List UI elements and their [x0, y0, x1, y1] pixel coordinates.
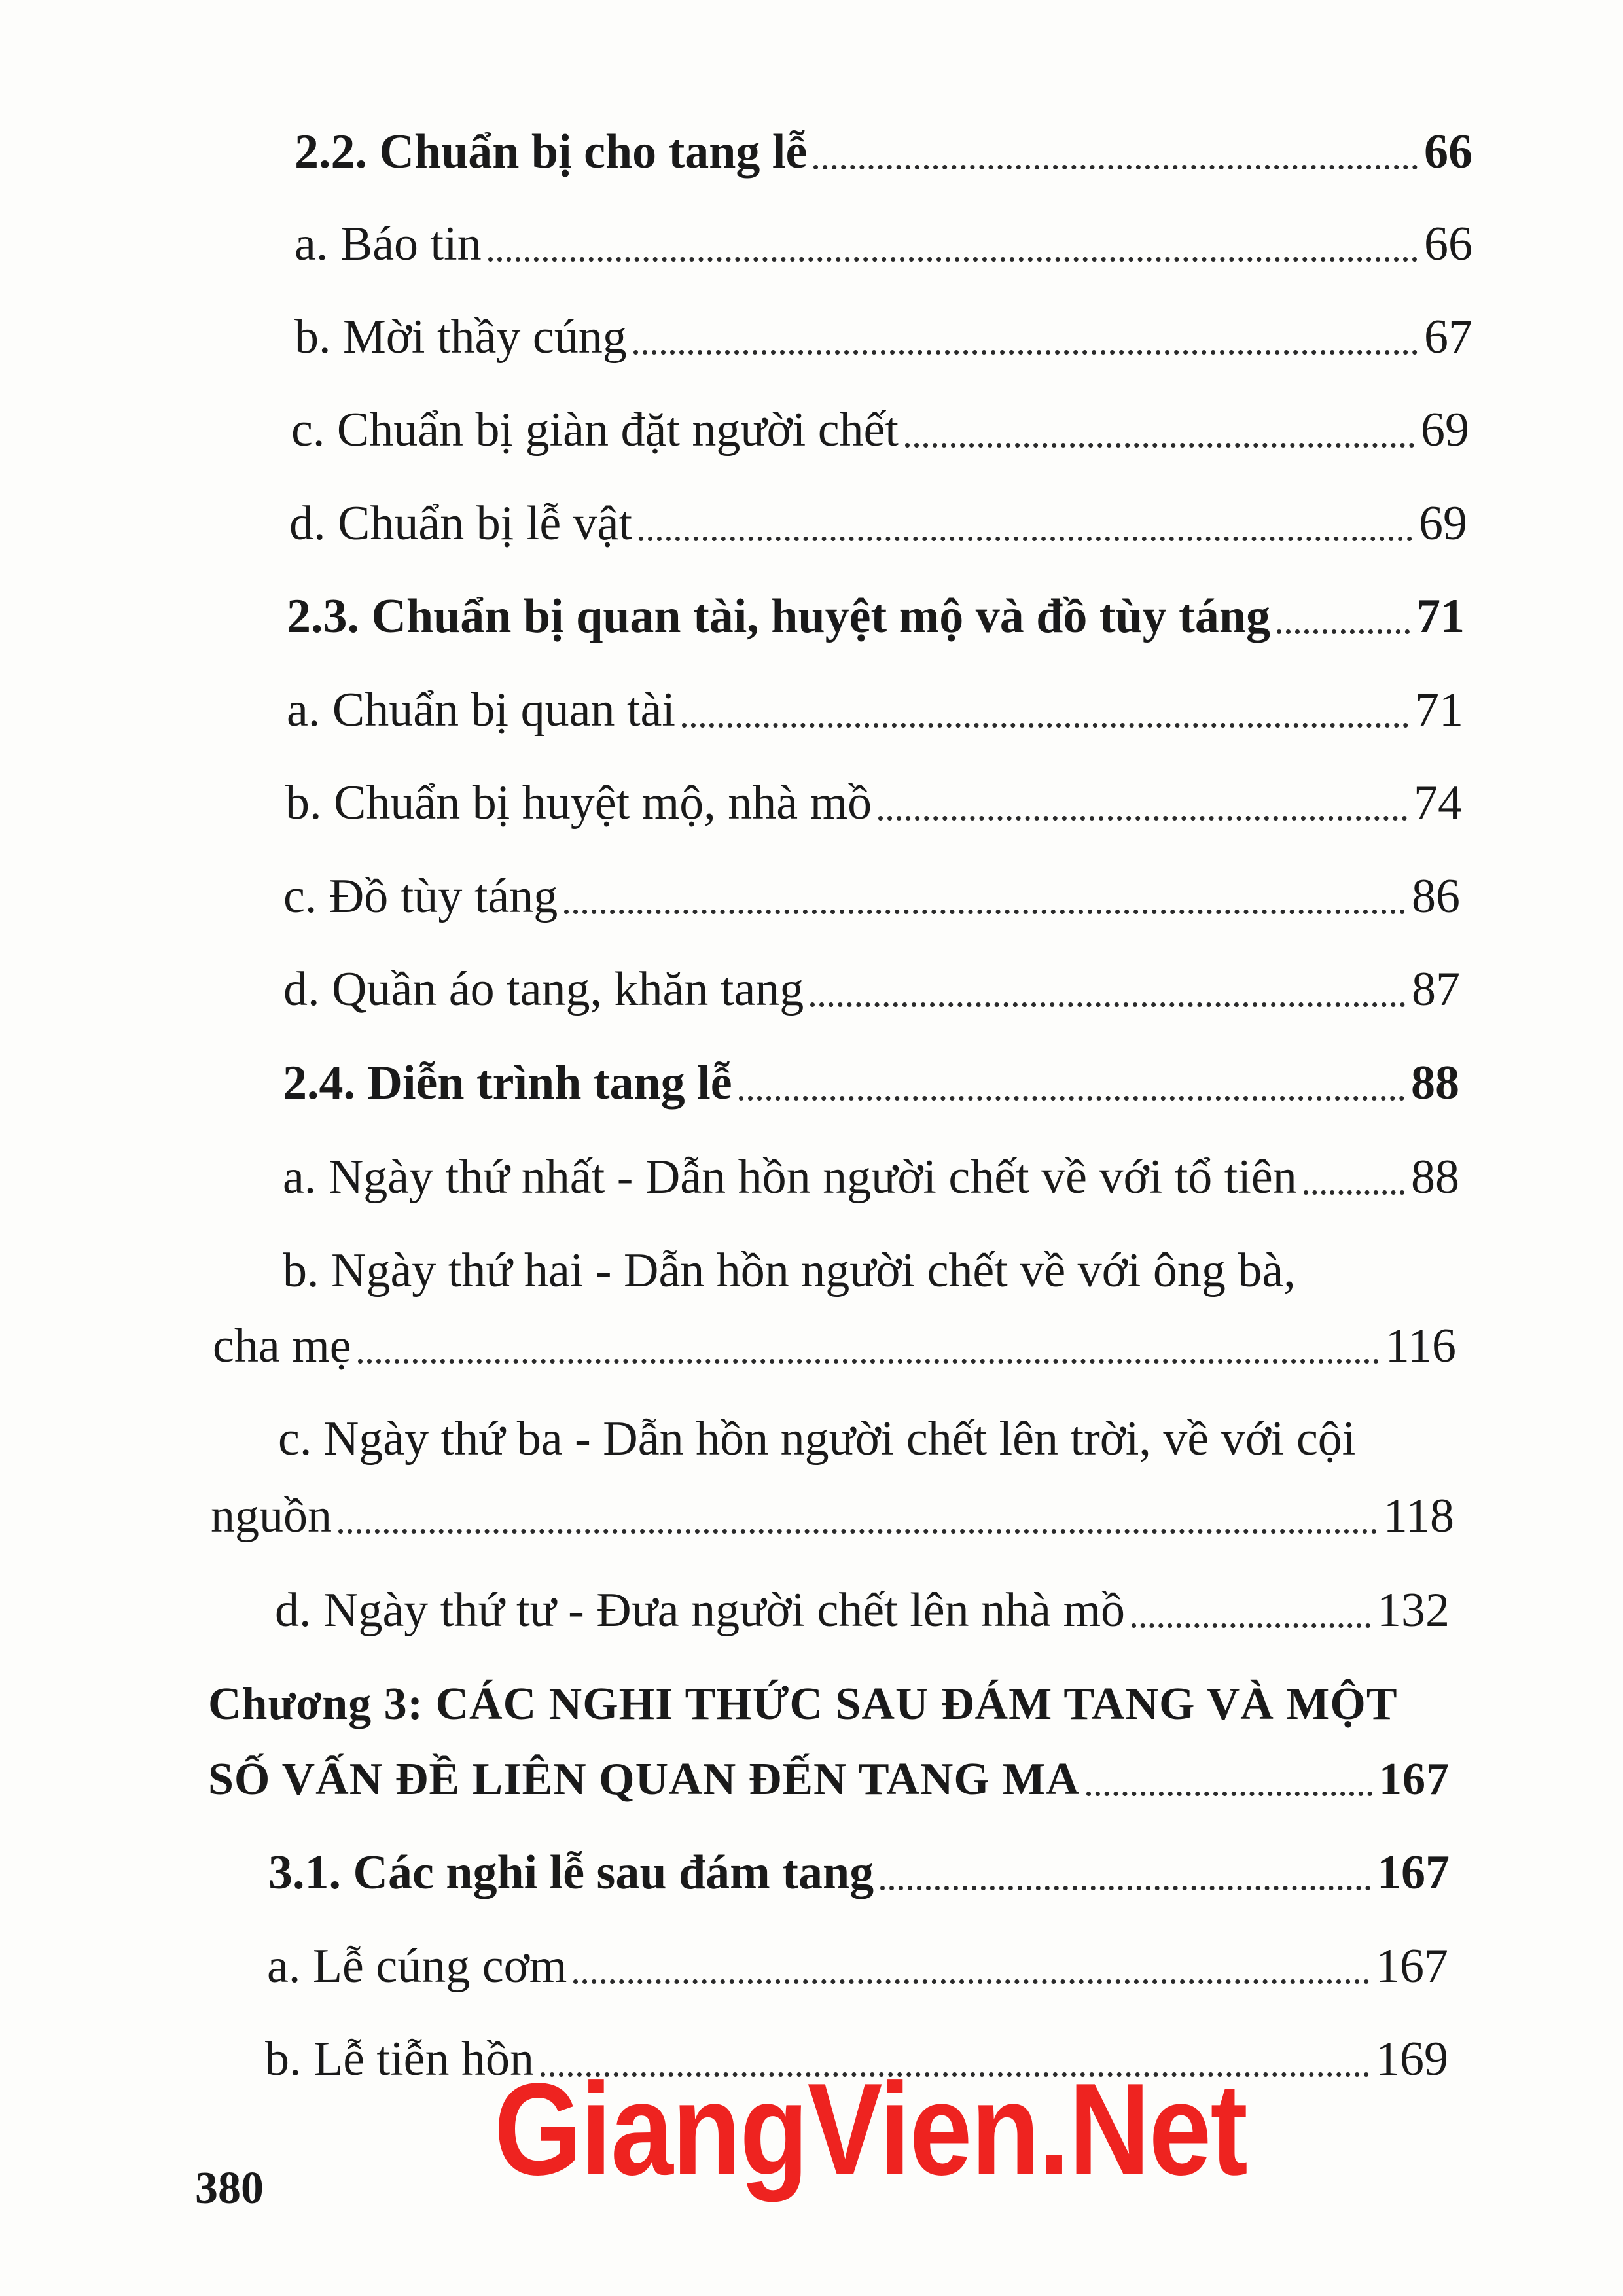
- toc-entry-page: 66: [1424, 217, 1472, 271]
- toc-entry-page: 167: [1376, 1939, 1448, 1993]
- toc-entry-title: a. Báo tin: [294, 217, 482, 271]
- toc-entry-title: a. Lễ cúng cơm: [267, 1939, 567, 1993]
- dot-leader: [573, 1979, 1369, 1984]
- dot-leader: [813, 165, 1418, 169]
- toc-entry-3-1-a: [267, 1939, 1448, 1993]
- chapter-3-title-line2: [208, 1754, 1450, 1805]
- toc-entry-title: d. Quần áo tang, khăn tang: [283, 963, 804, 1016]
- toc-entry-2-2: [294, 125, 1472, 179]
- toc-entry-2-4-c-line2: [211, 1489, 1454, 1543]
- toc-entry-2-3-b: [285, 776, 1462, 830]
- toc-entry-2-3-d: [283, 965, 1460, 1014]
- toc-entry-title-cont: nguồn: [211, 1489, 332, 1543]
- chapter-title-cont: SỐ VẤN ĐỀ LIÊN QUAN ĐẾN TANG MA: [208, 1754, 1080, 1805]
- dot-leader: [1277, 629, 1410, 634]
- toc-entry-title: b. Mời thầy cúng: [294, 310, 627, 364]
- toc-entry-2-4-c-line1: [278, 1412, 1463, 1466]
- toc-entry-2-2-b: [294, 310, 1472, 364]
- toc-entry-page: 132: [1377, 1583, 1450, 1637]
- toc-entry-page: 86: [1412, 870, 1460, 923]
- toc-entry-title: 2.3. Chuẩn bị quan tài, huyệt mộ và đồ tùy táng: [287, 590, 1270, 643]
- toc-entry-title: a. Ngày thứ nhất - Dẫn hồn người chết về với tổ tiên: [283, 1150, 1297, 1204]
- toc-entry-2-4: [283, 1056, 1459, 1110]
- dot-leader: [878, 816, 1407, 821]
- toc-entry-page: 88: [1411, 1150, 1459, 1204]
- toc-entry-page: 66: [1424, 125, 1472, 179]
- toc-entry-page: 167: [1377, 1846, 1450, 1899]
- toc-entry-title: b. Chuẩn bị huyệt mộ, nhà mồ: [285, 776, 872, 830]
- toc-entry-page: 71: [1415, 683, 1463, 737]
- watermark-logo: GiangVien.Net: [494, 2057, 1247, 2202]
- toc-entry-page: 74: [1414, 776, 1462, 830]
- toc-entry-page: 87: [1412, 963, 1460, 1016]
- dot-leader: [880, 1886, 1370, 1890]
- toc-entry-page: 169: [1376, 2032, 1448, 2086]
- dot-leader: [488, 257, 1418, 262]
- toc-entry-3-1: [268, 1848, 1450, 1897]
- toc-entry-2-4-b-line1: [283, 1244, 1467, 1298]
- toc-entry-title: d. Chuẩn bị lễ vật: [289, 497, 633, 550]
- chapter-title: Chương 3: CÁC NGHI THỨC SAU ĐÁM TANG VÀ MỘT: [208, 1679, 1398, 1729]
- toc-entry-title: a. Chuẩn bị quan tài: [287, 683, 675, 737]
- dot-leader: [739, 1096, 1404, 1101]
- dot-leader: [1086, 1792, 1372, 1796]
- toc-entry-title: c. Chuẩn bị giàn đặt người chết: [291, 403, 899, 457]
- toc-entry-page: 116: [1385, 1319, 1456, 1373]
- toc-entry-title: 2.4. Diễn trình tang lễ: [283, 1056, 732, 1110]
- toc-entry-title: c. Ngày thứ ba - Dẫn hồn người chết lên trời, về với cội: [278, 1412, 1356, 1466]
- toc-entry-page: 69: [1419, 497, 1467, 550]
- toc-entry-page: 167: [1379, 1754, 1450, 1805]
- dot-leader: [905, 443, 1414, 448]
- toc-entry-title: d. Ngày thứ tư - Đưa người chết lên nhà mồ: [275, 1583, 1126, 1637]
- dot-leader: [564, 910, 1405, 914]
- toc-entry-2-4-a: [283, 1150, 1459, 1204]
- dot-leader: [1304, 1190, 1404, 1195]
- toc-entry-2-3-c: [283, 872, 1460, 921]
- toc-entry-2-4-d: [275, 1583, 1450, 1637]
- toc-entry-title: b. Lễ tiễn hồn: [265, 2032, 535, 2086]
- toc-entry-page: 88: [1411, 1056, 1459, 1110]
- toc-entry-title-cont: cha mẹ: [213, 1319, 351, 1373]
- toc-entry-2-2-d: [289, 499, 1467, 548]
- page-number: 380: [195, 2163, 264, 2214]
- chapter-3-title-line1: [208, 1679, 1398, 1729]
- toc-entry-2-4-b-line2: [213, 1319, 1456, 1373]
- toc-entry-title: b. Ngày thứ hai - Dẫn hồn người chết về với ông bà,: [283, 1244, 1296, 1298]
- dot-leader: [1132, 1623, 1370, 1628]
- toc-entry-title: 2.2. Chuẩn bị cho tang lễ: [294, 125, 808, 179]
- toc-entry-2-3: [287, 592, 1465, 641]
- dot-leader: [682, 723, 1408, 728]
- dot-leader: [810, 1002, 1405, 1007]
- dot-leader: [633, 350, 1418, 355]
- toc-entry-page: 71: [1416, 590, 1465, 643]
- toc-entry-page: 118: [1383, 1489, 1454, 1543]
- toc-entry-title: c. Đồ tùy táng: [283, 870, 558, 923]
- toc-entry-page: 69: [1421, 403, 1469, 457]
- dot-leader: [338, 1529, 1377, 1534]
- toc-entry-2-3-a: [287, 683, 1463, 737]
- dot-leader: [358, 1359, 1379, 1364]
- toc-entry-2-2-a: [294, 217, 1472, 271]
- dot-leader: [639, 537, 1412, 541]
- toc-entry-title: 3.1. Các nghi lễ sau đám tang: [268, 1846, 874, 1899]
- toc-entry-page: 67: [1424, 310, 1472, 364]
- toc-entry-2-2-c: [291, 403, 1469, 457]
